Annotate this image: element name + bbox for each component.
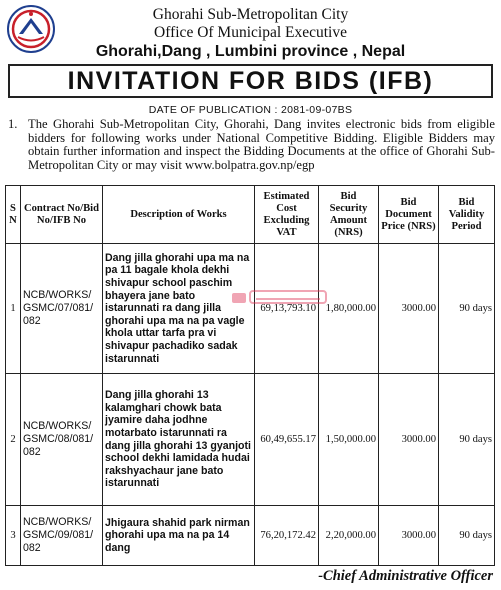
row-contract: NCB/WORKS/ GSMC/08/081/ 082 [21, 374, 103, 506]
header-sn: S N [6, 186, 21, 244]
row-cost: 76,20,172.42 [255, 506, 319, 566]
header-office-name: Office Of Municipal Executive [154, 24, 347, 41]
table-row [6, 506, 495, 566]
invitation-paragraph [8, 118, 495, 172]
row-validity: 90 days [439, 374, 495, 506]
signatory: -Chief Administrative Officer [318, 568, 493, 584]
ifb-banner-title: INVITATION FOR BIDS (IFB) [8, 64, 493, 98]
header-contract: Contract No/Bid No/IFB No [21, 186, 103, 244]
row-sn: 3 [6, 506, 21, 566]
row-cost: 69,13,793.10 [255, 244, 319, 374]
paragraph-text: The Ghorahi Sub-Metropolitan City, Ghorahi, Dang invites electronic bids from eligible bidders for following works under National Competitive Bidding. Eligible Bidders may obtain further information and inspect the Bidding Documents at the office of Ghorahi Sub-Metropolitan City or may visit www.bolpatra.gov.np/egp [28, 117, 495, 172]
watermark-logo-icon [230, 287, 330, 307]
row-security: 2,20,000.00 [319, 506, 379, 566]
header-description: Description of Works [103, 186, 255, 244]
header-city-name: Ghorahi Sub-Metropolitan City [152, 6, 349, 23]
row-validity: 90 days [439, 506, 495, 566]
row-doc-price: 3000.00 [379, 244, 439, 374]
row-doc-price: 3000.00 [379, 506, 439, 566]
header-estimated-cost: Estimated Cost Excluding VAT [255, 186, 319, 244]
table-row [6, 244, 495, 374]
row-sn: 2 [6, 374, 21, 506]
row-description: Dang jilla ghorahi upa ma na pa 11 bagale khola dekhi shivapur school paschim bhayera jane bato istarunnati ra dang jilla ghorahi upa ma na pa vagle khola uttar tarfa pra vi shivapur pachadiko sadak istarunnati [103, 244, 255, 374]
header-document-price: Bid Document Price (NRS) [379, 186, 439, 244]
header-location: Ghorahi,Dang , Lumbini province , Nepal [95, 43, 406, 60]
bids-table [5, 185, 495, 566]
row-cost: 60,49,655.17 [255, 374, 319, 506]
table-header-row [6, 186, 495, 244]
paragraph-number: 1. [8, 117, 18, 131]
table-row [6, 374, 495, 506]
row-contract: NCB/WORKS/ GSMC/07/081/ 082 [21, 244, 103, 374]
row-description: Jhigaura shahid park nirman ghorahi upa ma na pa 14 dang [103, 506, 255, 566]
header-validity: Bid Validity Period [439, 186, 495, 244]
publication-date: DATE OF PUBLICATION : 2081-09-07BS [148, 104, 353, 116]
row-description: Dang jilla ghorahi 13 kalamghari chowk bata jyamire daha jodhne motarbato istarunnati ra dang jilla ghorahi 13 gyanjoti school dekhi lamidada hudai rakshyachaur jane bato istarunnati [103, 374, 255, 506]
row-validity: 90 days [439, 244, 495, 374]
row-security: 1,80,000.00 [319, 244, 379, 374]
row-contract: NCB/WORKS/ GSMC/09/081/ 082 [21, 506, 103, 566]
row-security: 1,50,000.00 [319, 374, 379, 506]
header-bid-security: Bid Security Amount (NRS) [319, 186, 379, 244]
row-sn: 1 [6, 244, 21, 374]
row-doc-price: 3000.00 [379, 374, 439, 506]
